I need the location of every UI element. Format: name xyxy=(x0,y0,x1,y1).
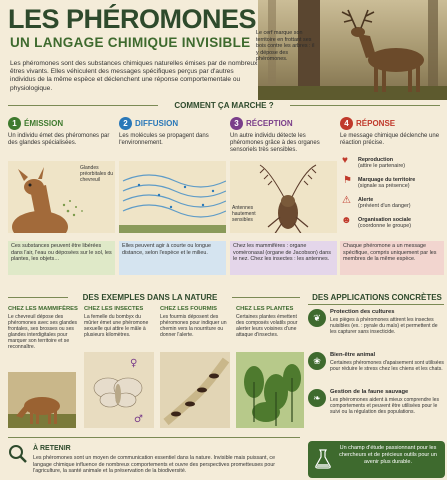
antenna-note: Antennes hautement sensibles xyxy=(232,205,256,223)
divider xyxy=(308,304,444,305)
response-sub: (signale sa présence) xyxy=(358,183,410,190)
response-title: Reproduction xyxy=(358,157,394,163)
diffusion-waves-illustration xyxy=(119,161,226,233)
example-title: CHEZ LES INSECTES xyxy=(84,306,144,312)
divider xyxy=(8,297,68,298)
retain-label: À RETENIR xyxy=(33,445,71,452)
example-plants xyxy=(236,306,304,338)
how-heading: COMMENT ÇA MARCHE ? xyxy=(174,101,274,110)
step-reception xyxy=(230,117,337,269)
app-desc: Les pièges à phéromones attirent les insectes nuisibles (ex. : pyrale du maïs) et permettent de les capturer sans insecticide. xyxy=(330,317,438,336)
retain-text: Les phéromones sont un moyen de communication essentiel dans la nature. Invisible mais puissant, ce langage chimique influence de nombreux comportements et ouvre des perspectives prometteuses pour l'agriculture, la santé animale et la préservation de la biodiversité. xyxy=(33,455,276,475)
examples-heading: DES EXEMPLES DANS LA NATURE xyxy=(82,293,218,302)
step-number: 4 xyxy=(340,117,353,130)
response-item xyxy=(340,197,411,210)
response-sub: (coordonne le groupe) xyxy=(358,223,412,230)
step-desc: Un individu émet des phéromones par des glandes spécialisées. xyxy=(8,133,110,147)
flask-icon xyxy=(314,449,332,469)
paw-icon: ❀ xyxy=(308,352,326,370)
divider xyxy=(290,105,440,106)
deer-icon: ❧ xyxy=(308,389,326,407)
ants-trail-illustration xyxy=(160,352,230,428)
step-number: 3 xyxy=(230,117,243,130)
intro-text: Les phéromones sont des substances chimiques naturelles émises par de nombreux êtres vivants. Elles véhiculent des messages spécifiques perçus par d'autres individus de la même espèce et déclenchent une réponse comportementale ou physiologique. xyxy=(10,60,258,92)
example-insects xyxy=(84,306,154,338)
deer-grazing-illustration xyxy=(8,372,76,428)
warning-icon: ⚠ xyxy=(342,195,351,206)
step-title: RÉCEPTION xyxy=(246,119,293,128)
cta-banner xyxy=(308,441,445,478)
example-ants xyxy=(160,306,230,338)
app-title: Bien-être animal xyxy=(330,352,376,358)
magnifier-icon xyxy=(8,444,28,464)
step-note-box: Chaque phéromone a un message spécifique, compris uniquement par les membres de la même espèce. xyxy=(340,241,444,275)
leaf-shield-icon: ❦ xyxy=(308,309,326,327)
example-desc: La femelle du bombyx du mûrier émet une phéromone sexuelle qui attire le mâle à plusieurs kilomètres. xyxy=(84,314,149,339)
page-subtitle: UN LANGAGE CHIMIQUE INVISIBLE xyxy=(10,35,251,50)
app-animal-welfare xyxy=(308,352,446,388)
svg-text:♀: ♀ xyxy=(130,358,138,369)
app-wildlife-management xyxy=(308,389,446,434)
response-sub: (prévient d'un danger) xyxy=(358,203,411,210)
app-title: Protection des cultures xyxy=(330,309,395,315)
heart-icon: ♥ xyxy=(342,155,348,166)
plants-illustration xyxy=(236,352,304,428)
step-number: 1 xyxy=(8,117,21,130)
app-title: Gestion de la faune sauvage xyxy=(330,389,409,395)
step-diffusion xyxy=(119,117,226,269)
step-response xyxy=(340,117,444,269)
svg-text:♂: ♂ xyxy=(134,414,143,425)
gland-note: Glandes préorbitales du chevreuil xyxy=(80,165,114,183)
step-emission xyxy=(8,117,115,269)
page-title: LES PHÉROMONES xyxy=(8,4,257,34)
example-desc: Le chevreuil dépose des phéromones avec ses glandes frontales, ses brosses ou ses glandes interdigitales pour marquer son territoire et se reconnaître. xyxy=(8,314,78,351)
response-item xyxy=(340,157,405,170)
step-note-box: Elles peuvent agir à courte ou longue distance, selon l'espèce et le milieu. xyxy=(119,241,226,275)
silk-moth-illustration xyxy=(84,352,154,428)
step-desc: Les molécules se propagent dans l'environnement. xyxy=(119,133,209,147)
response-list xyxy=(340,157,444,239)
example-mammals xyxy=(8,306,78,351)
example-title: CHEZ LES MAMMIFÈRES xyxy=(8,306,78,312)
step-title: ÉMISSION xyxy=(24,119,64,128)
example-title: CHEZ LES FOURMIS xyxy=(160,306,218,312)
divider xyxy=(232,297,300,298)
app-crop-protection xyxy=(308,309,446,349)
step-number: 2 xyxy=(119,117,132,130)
step-desc: Un autre individu détecte les phéromones grâce à des organes sensoriels très sensibles. xyxy=(230,133,320,154)
location-pin-icon: ⚑ xyxy=(343,175,352,186)
example-desc: Certaines plantes émettent des composés volatils pour alerter leurs voisines d'une attaque d'insectes. xyxy=(236,314,298,339)
response-title: Organisation sociale xyxy=(358,217,412,223)
applications-heading: DES APPLICATIONS CONCRÈTES xyxy=(312,293,442,302)
app-desc: Les phéromones aident à mieux comprendre les comportements et peuvent être utilisées pour le suivi ou la régulation des populations. xyxy=(330,397,440,416)
response-item xyxy=(340,177,415,190)
step-desc: Le message chimique déclenche une réaction précise. xyxy=(340,133,440,147)
divider xyxy=(8,105,158,106)
example-title: CHEZ LES PLANTES xyxy=(236,306,294,312)
step-title: DIFFUSION xyxy=(135,119,179,128)
cta-text: Un champ d'étude passionnant pour les chercheurs et de précieux outils pour un avenir plus durable. xyxy=(339,445,437,465)
step-note-box: Ces substances peuvent être libérées dans l'air, l'eau ou déposées sur le sol, les plantes, les objets… xyxy=(8,241,115,275)
response-sub: (attire le partenaire) xyxy=(358,163,406,170)
step-title: RÉPONSE xyxy=(356,119,396,128)
hero-caption: Le cerf marque son territoire en frottant ses bois contre les arbres : il y dépose des phéromones. xyxy=(256,30,315,63)
app-desc: Certaines phéromones d'apaisement sont utilisées pour réduire le stress chez les chiens et les chats. xyxy=(330,360,444,373)
response-title: Alerte xyxy=(358,197,374,203)
step-note-box: Chez les mammifères : organe voméronasal (organe de Jacobson) dans le nez. Chez les insectes : les antennes. xyxy=(230,241,337,275)
divider xyxy=(8,437,300,438)
response-item xyxy=(340,217,411,230)
response-title: Marquage du territoire xyxy=(358,177,416,183)
group-icon: ☻ xyxy=(341,215,352,226)
example-desc: Les fourmis déposent des phéromones pour indiquer un chemin vers la nourriture ou donner l'alerte. xyxy=(160,314,227,339)
